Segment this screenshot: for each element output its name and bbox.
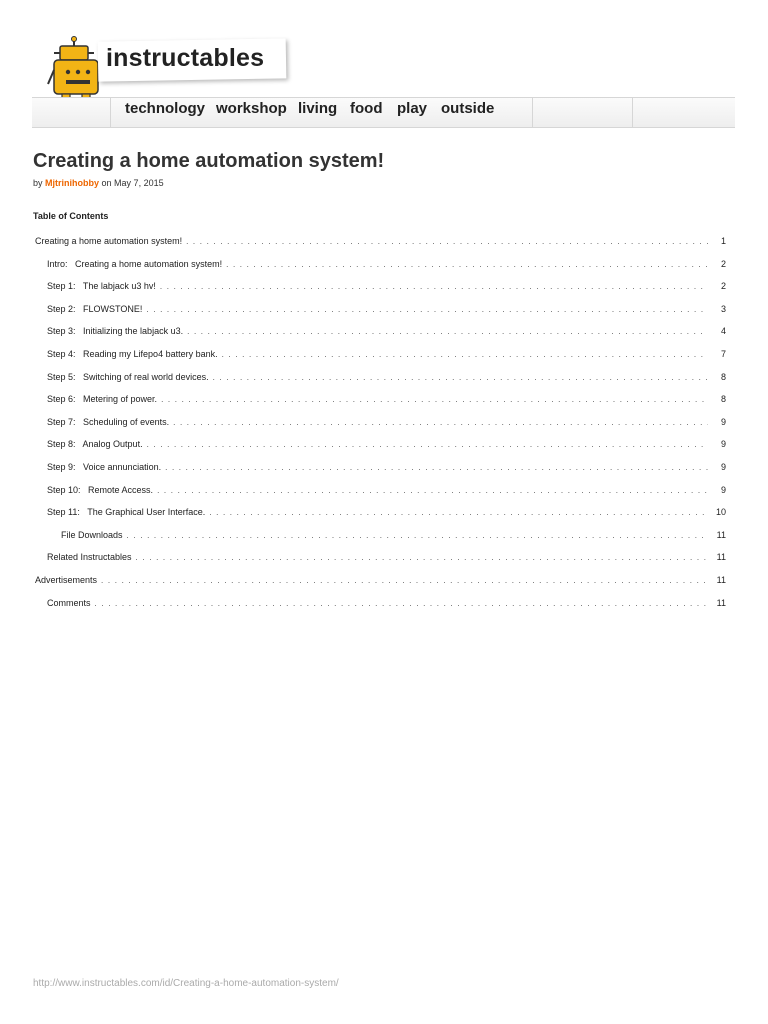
toc-entry-page: 9 <box>720 439 726 450</box>
toc-entry[interactable] <box>47 349 726 363</box>
toc-entry-label: Intro: Creating a home automation system! <box>47 258 223 269</box>
toc-leader-dots <box>160 282 708 291</box>
toc-entry-label: Step 2: FLOWSTONE! <box>47 303 143 314</box>
toc-leader-dots <box>161 395 708 404</box>
toc-entry-page: 11 <box>716 529 726 540</box>
toc-entry-label: Step 1: The labjack u3 hv! <box>47 281 156 292</box>
toc-entry[interactable] <box>47 372 726 386</box>
byline-prefix: by <box>33 178 43 188</box>
toc-entry-label: Step 5: Switching of real world devices. <box>47 371 209 382</box>
toc-leader-dots <box>101 576 708 585</box>
author-link[interactable]: Mjtrinihobby <box>45 178 100 188</box>
toc-leader-dots <box>127 531 708 540</box>
toc-entry[interactable] <box>47 485 726 499</box>
toc-entry-label: Creating a home automation system! <box>35 236 183 246</box>
site-logo[interactable]: instructables <box>106 44 265 72</box>
toc-leader-dots <box>95 599 708 608</box>
nav-item-workshop[interactable]: workshop <box>216 100 287 117</box>
toc-leader-dots <box>222 350 708 359</box>
toc-entry-page: 11 <box>716 552 726 563</box>
toc-entry-page: 9 <box>720 462 726 472</box>
toc-entry-label: Comments <box>47 597 91 608</box>
toc-entry-page: 2 <box>720 281 726 292</box>
toc-entry-page: 2 <box>720 258 726 269</box>
toc-entry-page: 10 <box>715 507 726 518</box>
toc-leader-dots <box>165 463 708 472</box>
nav-item-outside[interactable]: outside <box>441 100 495 117</box>
toc-leader-dots <box>209 508 708 517</box>
toc-entry-page: 4 <box>720 326 726 337</box>
toc-leader-dots <box>186 237 708 246</box>
nav-divider <box>110 98 111 127</box>
toc-entry[interactable] <box>47 439 726 453</box>
toc-entry[interactable] <box>47 417 726 431</box>
toc-entry-page: 9 <box>720 416 726 427</box>
toc-entry-page: 8 <box>720 394 726 405</box>
toc-entry-label: Step 4: Reading my Lifepo4 battery bank. <box>47 349 218 359</box>
toc-entry-label: Step 3: Initializing the labjack u3. <box>47 326 184 337</box>
toc-leader-dots <box>213 373 708 382</box>
nav-item-living[interactable]: living <box>298 100 338 117</box>
nav-item-technology[interactable]: technology <box>125 100 206 117</box>
toc-leader-dots <box>226 260 708 269</box>
page-title: Creating a home automation system! <box>33 150 385 172</box>
toc-entry[interactable] <box>47 326 726 340</box>
toc-heading: Table of Contents <box>33 211 109 221</box>
byline <box>33 178 164 188</box>
nav-divider <box>632 98 633 127</box>
toc-entry[interactable] <box>47 259 726 273</box>
nav-divider <box>532 98 533 127</box>
toc-entry[interactable] <box>35 575 726 589</box>
toc-entry-label: Step 10: Remote Access. <box>47 484 154 495</box>
toc-entry[interactable] <box>35 236 726 250</box>
toc-leader-dots <box>173 418 708 427</box>
toc-entry-page: 11 <box>716 597 726 608</box>
toc-entry[interactable] <box>47 304 726 318</box>
toc-leader-dots <box>136 553 708 562</box>
toc-leader-dots <box>147 440 708 449</box>
toc-entry[interactable] <box>61 530 726 544</box>
footer-url-link[interactable]: http://www.instructables.com/id/Creating-a-home-automation-system/ <box>33 978 339 989</box>
toc-entry-page: 11 <box>716 575 726 585</box>
toc-entry-label: Step 9: Voice annunciation. <box>47 462 162 472</box>
nav-item-food[interactable]: food <box>350 100 383 117</box>
toc-leader-dots <box>146 305 708 314</box>
toc-entry-label: Step 7: Scheduling of events. <box>47 416 170 427</box>
toc-entry-page: 9 <box>720 484 726 495</box>
toc-entry-label: File Downloads <box>61 529 123 540</box>
toc-entry-label: Step 8: Analog Output. <box>47 439 143 450</box>
toc-entry[interactable] <box>47 281 726 295</box>
nav-item-play[interactable]: play <box>397 100 428 117</box>
toc-leader-dots <box>157 486 708 495</box>
toc-entry[interactable] <box>47 552 726 566</box>
toc-entry[interactable] <box>47 507 726 521</box>
toc-entry[interactable] <box>47 598 726 612</box>
toc-entry-page: 1 <box>720 236 726 246</box>
toc-entry-label: Step 6: Metering of power. <box>47 394 158 405</box>
toc-entry-page: 8 <box>720 371 726 382</box>
toc-leader-dots <box>187 327 708 336</box>
toc-entry-label: Advertisements <box>35 575 98 585</box>
toc-entry-label: Related Instructables <box>47 552 132 563</box>
publish-date: on May 7, 2015 <box>101 178 164 188</box>
toc-entry-label: Step 11: The Graphical User Interface. <box>47 507 206 518</box>
toc-entry-page: 7 <box>720 349 726 359</box>
toc-entry[interactable] <box>47 462 726 476</box>
toc-entry[interactable] <box>47 394 726 408</box>
toc-entry-page: 3 <box>720 303 726 314</box>
